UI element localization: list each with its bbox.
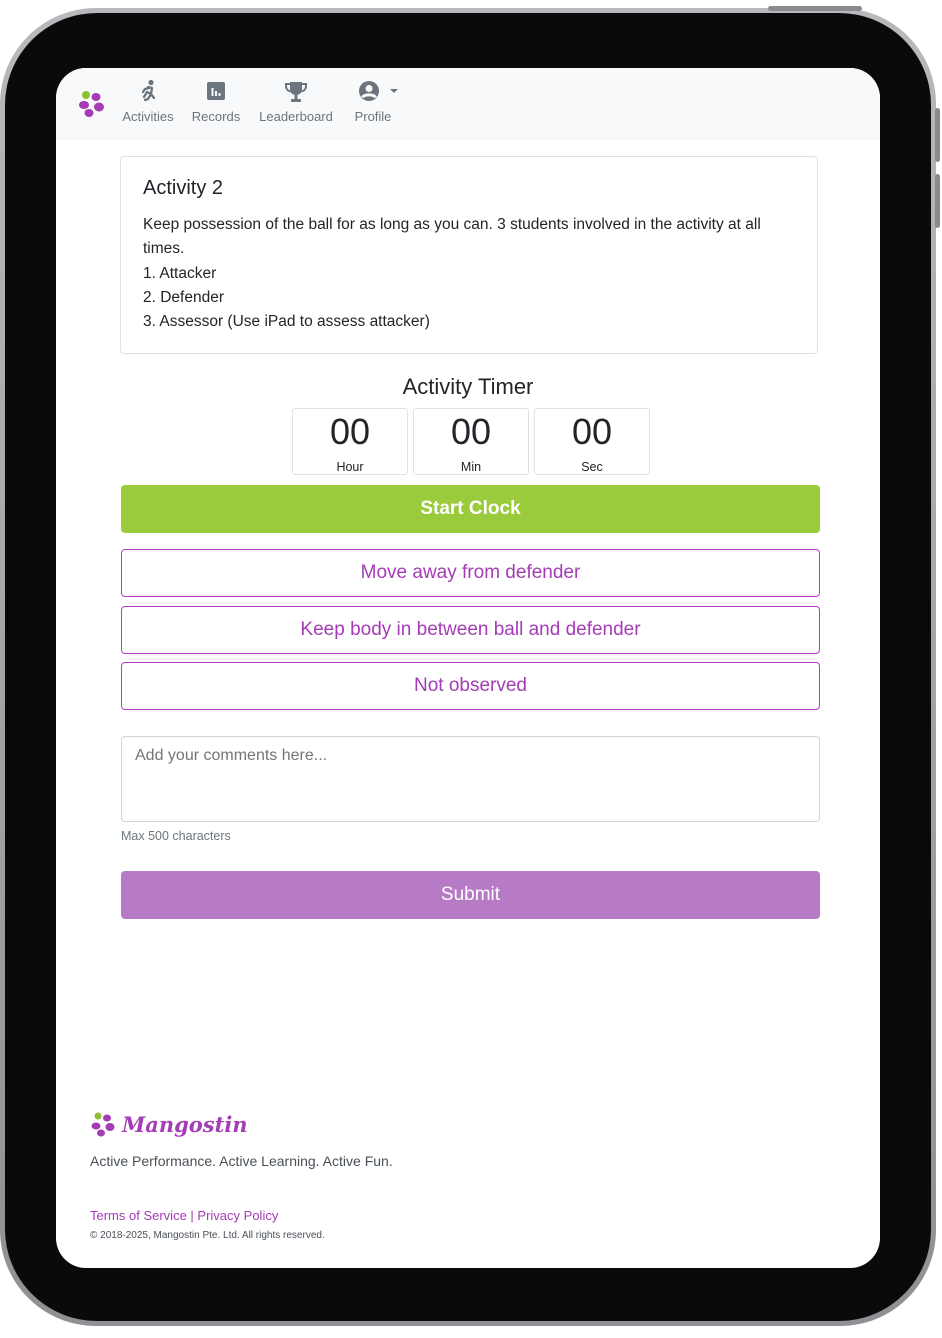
nav-records-label: Records bbox=[191, 109, 241, 124]
footer-links bbox=[90, 1208, 278, 1223]
nav-records[interactable] bbox=[188, 78, 244, 130]
timer-hours-value: 00 bbox=[329, 411, 371, 452]
caret-down-icon bbox=[389, 86, 399, 96]
timer-minutes-label: Min bbox=[460, 460, 482, 474]
option-move-away-button[interactable]: Move away from defender bbox=[121, 549, 820, 597]
profile-icon-group bbox=[346, 78, 400, 106]
app-screen bbox=[56, 68, 880, 1268]
terms-of-service-link[interactable]: Terms of Service bbox=[90, 1208, 187, 1223]
activity-title: Activity 2 bbox=[143, 177, 224, 199]
running-person-icon bbox=[136, 78, 160, 106]
footer-copyright: © 2018-2025, Mangostin Pte. Ltd. All rights reserved. bbox=[90, 1230, 325, 1241]
navbar bbox=[56, 68, 880, 140]
timer-seconds bbox=[534, 408, 650, 475]
timer-hours-label: Hour bbox=[336, 460, 364, 474]
activity-description: Keep possession of the ball for as long as you can. 3 students involved in the activity at all times. bbox=[143, 216, 761, 258]
option-keep-body-button[interactable]: Keep body in between ball and defender bbox=[121, 606, 820, 654]
device-top-button bbox=[768, 6, 862, 11]
bar-chart-icon bbox=[204, 78, 228, 106]
footer-brand-name: Mangostin bbox=[122, 1112, 248, 1137]
option-not-observed-button[interactable]: Not observed bbox=[121, 662, 820, 710]
user-circle-icon bbox=[357, 78, 381, 106]
timer-hours bbox=[292, 408, 408, 475]
role-item: 1. Attacker bbox=[143, 264, 217, 282]
submit-button[interactable]: Submit bbox=[121, 871, 820, 919]
footer-tagline: Active Performance. Active Learning. Active Fun. bbox=[90, 1153, 393, 1169]
device-side-button bbox=[935, 174, 940, 228]
role-item: 3. Assessor (Use iPad to assess attacker) bbox=[143, 313, 430, 331]
timer-minutes bbox=[413, 408, 529, 475]
activity-card bbox=[120, 156, 818, 354]
nav-profile-label: Profile bbox=[354, 109, 392, 124]
comments-textarea[interactable] bbox=[121, 736, 820, 822]
device-side-button bbox=[935, 108, 940, 162]
timer-minutes-value: 00 bbox=[450, 411, 492, 452]
footer-link-separator: | bbox=[186, 1208, 198, 1223]
nav-leaderboard[interactable] bbox=[255, 78, 337, 130]
trophy-icon bbox=[283, 78, 309, 106]
timer-seconds-value: 00 bbox=[571, 411, 613, 452]
nav-leaderboard-label: Leaderboard bbox=[259, 109, 333, 124]
nav-activities-label: Activities bbox=[122, 109, 174, 124]
mangostin-logo-icon[interactable] bbox=[78, 88, 108, 120]
nav-profile[interactable] bbox=[346, 78, 400, 130]
nav-activities[interactable] bbox=[118, 78, 178, 130]
role-item: 2. Defender bbox=[143, 288, 224, 306]
mangostin-footer-logo bbox=[90, 1106, 250, 1146]
privacy-policy-link[interactable]: Privacy Policy bbox=[197, 1208, 279, 1223]
comments-char-limit: Max 500 characters bbox=[121, 829, 231, 843]
timer-title: Activity Timer bbox=[402, 374, 534, 399]
start-clock-button[interactable]: Start Clock bbox=[121, 485, 820, 533]
timer-seconds-label: Sec bbox=[581, 460, 603, 474]
